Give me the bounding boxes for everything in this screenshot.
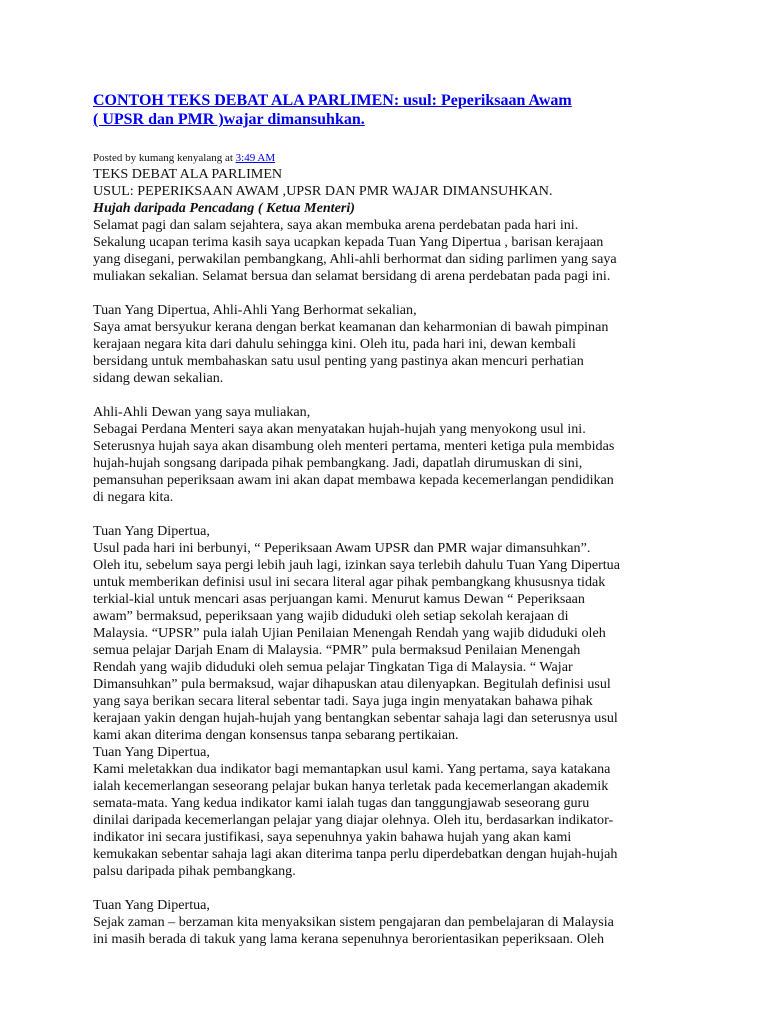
text-line: awam” bermaksud, peperiksaan yang wajib diduduki oleh setiap sekolah kerajaan di xyxy=(93,608,569,624)
paragraph-gap xyxy=(93,880,693,897)
heading-usul: USUL: PEPERIKSAAN AWAM ,UPSR DAN PMR WAJAR DIMANSUHKAN. xyxy=(93,183,553,199)
text-line: indikator ini secara justifikasi, saya sepenuhnya yakin bahawa hujah yang akan kami xyxy=(93,829,572,845)
text-line: Tuan Yang Dipertua, xyxy=(93,744,210,760)
document-page xyxy=(93,91,693,948)
text-line: Tuan Yang Dipertua, xyxy=(93,523,210,539)
text-line: Kami meletakkan dua indikator bagi memantapkan usul kami. Yang pertama, saya katakana xyxy=(93,761,611,777)
text-line: Sekalung ucapan terima kasih saya ucapkan kepada Tuan Yang Dipertua , barisan kerajaan xyxy=(93,234,604,250)
text-line: Malaysia. “UPSR” pula ialah Ujian Penilaian Menengah Rendah yang wajib diduduki oleh xyxy=(93,625,606,641)
text-line: sidang dewan sekalian. xyxy=(93,370,224,386)
text-line: Selamat pagi dan salam sejahtera, saya akan membuka arena perdebatan pada hari ini. xyxy=(93,217,579,233)
text-line: kemukakan sebentar sahaja lagi akan diterima tanpa perlu diperdebatkan dengan hujah-hujah xyxy=(93,846,618,862)
text-line: Seterusnya hujah saya akan disambung oleh menteri pertama, menteri ketiga pula membidas xyxy=(93,438,615,454)
text-line: hujah-hujah songsang daripada pihak pembangkang. Jadi, dapatlah dirumuskan di sini, xyxy=(93,455,583,471)
text-line: yang saya berikan secara literal sebentar tadi. Saya juga ingin menyatakan bahawa pihak xyxy=(93,693,593,709)
text-line: semua pelajar Darjah Enam di Malaysia. “PMR” pula bermaksud Penilaian Menengah xyxy=(93,642,581,658)
text-line: di negara kita. xyxy=(93,489,174,505)
paragraph-2 xyxy=(93,302,693,387)
post-time-link[interactable]: 3:49 AM xyxy=(235,152,276,164)
paragraph-4 xyxy=(93,523,693,880)
text-line: Usul pada hari ini berbunyi, “ Peperiksaan Awam UPSR dan PMR wajar dimansuhkan”. xyxy=(93,540,591,556)
text-line: Oleh itu, sebelum saya pergi lebih jauh lagi, izinkan saya terlebih dahulu Tuan Yang Dipertua xyxy=(93,557,620,573)
post-title-link[interactable] xyxy=(93,91,693,129)
post-body xyxy=(93,166,693,948)
text-line: Sejak zaman – berzaman kita menyaksikan sistem pengajaran dan pembelajaran di Malaysia xyxy=(93,914,614,930)
text-line: Tuan Yang Dipertua, Ahli-Ahli Yang Berhormat sekalian, xyxy=(93,302,417,318)
paragraph-gap xyxy=(93,285,693,302)
paragraph-gap xyxy=(93,387,693,404)
text-line: Sebagai Perdana Menteri saya akan menyatakan hujah-hujah yang menyokong usul ini. xyxy=(93,421,586,437)
text-line: yang disegani, perwakilan pembangkang, Ahli-ahli berhormat dan siding parlimen yang saya xyxy=(93,251,617,267)
post-title-line-2[interactable]: ( UPSR dan PMR )wajar dimansuhkan. xyxy=(93,111,365,128)
text-line: kami akan diterima dengan konsensus tanpa sebarang pertikaian. xyxy=(93,727,459,743)
text-line: kerajaan negara kita dari dahulu sehingga kini. Oleh itu, pada hari ini, dewan kembali xyxy=(93,336,576,352)
text-line: semata-mata. Yang kedua indikator kami ialah tugas dan tanggungjawab seseorang guru xyxy=(93,795,590,811)
post-meta xyxy=(93,152,693,165)
text-line: dinilai daripada kecemerlangan pelajar yang diajar olehnya. Oleh itu, berdasarkan indikator- xyxy=(93,812,614,828)
text-line: terkial-kial untuk mencari asas perjuangan kami. Menurut kamus Dewan “ Peperiksaan xyxy=(93,591,585,607)
text-line: Ahli-Ahli Dewan yang saya muliakan, xyxy=(93,404,311,420)
text-line: ini masih berada di takuk yang lama kerana sepenuhnya berorientasikan peperiksaan. Oleh xyxy=(93,931,605,947)
heading-hujah-pencadang: Hujah daripada Pencadang ( Ketua Menteri) xyxy=(93,200,355,216)
text-line: kerajaan yakin dengan hujah-hujah yang bentangkan sebentar sahaja lagi dan seterusnya usul xyxy=(93,710,618,726)
text-line: pemansuhan peperiksaan awam ini akan dapat membawa kepada kecemerlangan pendidikan xyxy=(93,472,614,488)
post-title-line-1[interactable]: CONTOH TEKS DEBAT ALA PARLIMEN: usul: Peperiksaan Awam xyxy=(93,92,572,109)
paragraph-gap xyxy=(93,506,693,523)
text-line: Saya amat bersyukur kerana dengan berkat keamanan dan keharmonian di bawah pimpinan xyxy=(93,319,609,335)
text-line: bersidang untuk membahaskan satu usul penting yang pastinya akan mencuri perhatian xyxy=(93,353,584,369)
text-line: muliakan sekalian. Selamat bersua dan selamat bersidang di arena perdebatan pada pagi ini. xyxy=(93,268,611,284)
text-line: ialah kecemerlangan seseorang pelajar bukan hanya terletak pada kecemerlangan akademik xyxy=(93,778,609,794)
text-line: Tuan Yang Dipertua, xyxy=(93,897,210,913)
heading-teks-debat: TEKS DEBAT ALA PARLIMEN xyxy=(93,166,283,182)
text-line: palsu daripada pihak pembangkang. xyxy=(93,863,296,879)
paragraph-1 xyxy=(93,217,693,285)
text-line: untuk memberikan definisi usul ini secara literal agar pihak pembangkang khususnya tidak xyxy=(93,574,606,590)
paragraph-5 xyxy=(93,897,693,948)
paragraph-3 xyxy=(93,404,693,506)
post-meta-prefix: Posted by kumang kenyalang at xyxy=(93,152,236,164)
text-line: Dimansuhkan” pula bermaksud, wajar dihapuskan atau dilenyapkan. Begitulah definisi usul xyxy=(93,676,611,692)
text-line: Rendah yang wajib diduduki oleh semua pelajar Tingkatan Tiga di Malaysia. “ Wajar xyxy=(93,659,573,675)
